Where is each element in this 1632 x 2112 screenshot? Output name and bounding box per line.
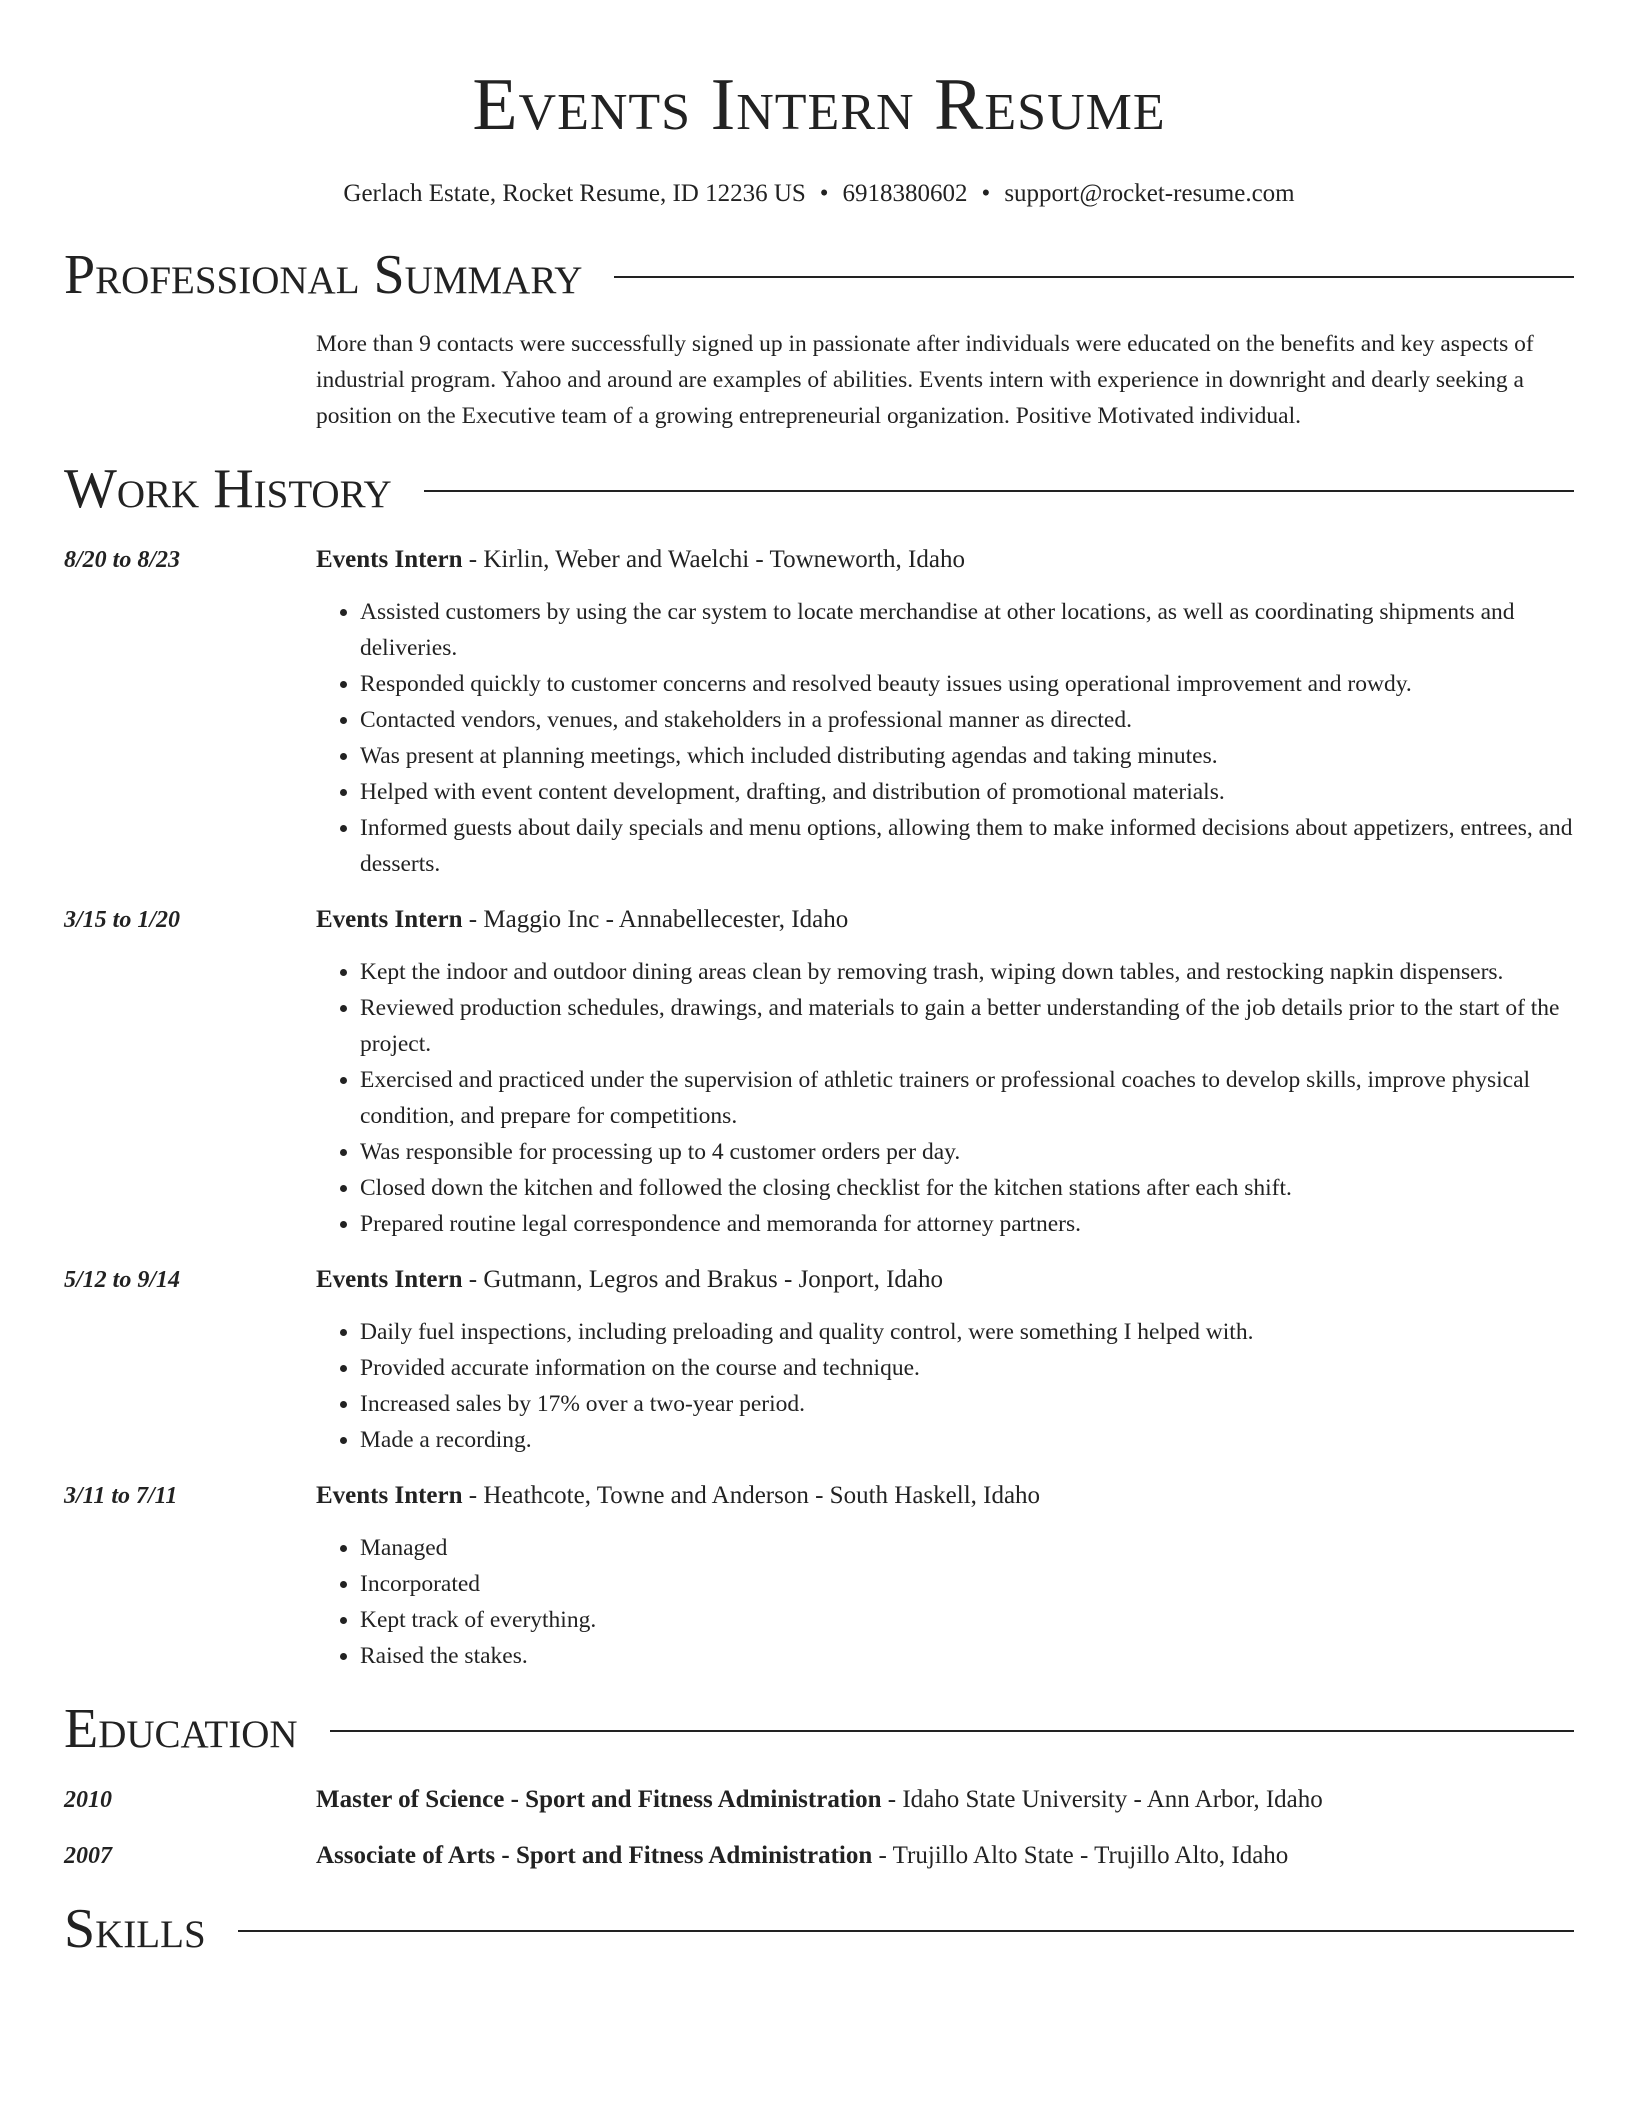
job-bullet-list [316, 594, 1574, 882]
job-employer-location: - Kirlin, Weber and Waelchi - Towneworth, Idaho [462, 546, 965, 573]
list-item: • Made a recording. [360, 1422, 1574, 1458]
job-dates: 3/11 to 7/11 [64, 1483, 178, 1509]
education-degree: Master of Science - Sport and Fitness Administration [316, 1786, 882, 1813]
job-dates: 8/20 to 8/23 [64, 547, 181, 573]
section-divider [238, 1930, 1574, 1932]
job-body [316, 1262, 1574, 1458]
contact-phone: 6918380602 [842, 180, 968, 207]
list-item: • Contacted vendors, venues, and stakeholders in a professional manner as directed. [360, 702, 1574, 738]
summary-text: More than 9 contacts were successfully signed up in passionate after individuals were educated on the benefits and key aspects of industrial program. Yahoo and around are examples of abilities. Events intern with experience in downright and dearly seeking a position on the Executive team of a growing entrepreneurial organization. Positive Motivated individual. [316, 331, 1534, 429]
education-body [316, 1838, 1574, 1874]
section-header-work-history [64, 456, 1574, 522]
section-title-skills: Skills [64, 1898, 206, 1960]
list-item: • Kept track of everything. [360, 1602, 1574, 1638]
section-divider [424, 490, 1574, 492]
job-heading [316, 542, 1574, 578]
job-title: Events Intern [316, 546, 463, 573]
education-year: 2010 [64, 1787, 112, 1813]
list-item: • Was responsible for processing up to 4 customer orders per day. [360, 1134, 1574, 1170]
list-item: • Provided accurate information on the course and technique. [360, 1350, 1574, 1386]
job-title: Events Intern [316, 1482, 463, 1509]
list-item: • Was present at planning meetings, which included distributing agendas and taking minutes. [360, 738, 1574, 774]
education-heading [316, 1838, 1574, 1874]
resume-title: Events Intern Resume [472, 64, 1166, 146]
job-heading [316, 1478, 1574, 1514]
education-body [316, 1782, 1574, 1818]
education-list [64, 1782, 1574, 1874]
job-employer-location: - Maggio Inc - Annabellecester, Idaho [462, 906, 849, 933]
section-title-education: Education [64, 1698, 298, 1760]
job-title: Events Intern [316, 1266, 463, 1293]
bullet-separator: • [981, 180, 991, 207]
job-title: Events Intern [316, 906, 463, 933]
job-entry [64, 1262, 1574, 1458]
section-header-skills [64, 1896, 1574, 1962]
job-body [316, 1478, 1574, 1674]
contact-address: Gerlach Estate, Rocket Resume, ID 12236 US [343, 180, 806, 207]
job-entry [64, 1478, 1574, 1674]
education-heading [316, 1782, 1574, 1818]
job-body [316, 902, 1574, 1242]
job-entry [64, 542, 1574, 882]
list-item: • Responded quickly to customer concerns and resolved beauty issues using operational improvement and rowdy. [360, 666, 1574, 702]
job-dates: 3/15 to 1/20 [64, 907, 181, 933]
education-entry [64, 1838, 1574, 1874]
section-header-summary [64, 242, 1574, 308]
job-employer-location: - Gutmann, Legros and Brakus - Jonport, Idaho [462, 1266, 944, 1293]
job-body [316, 542, 1574, 882]
list-item: • Reviewed production schedules, drawings, and materials to gain a better understanding of the job details prior to the start of the project. [360, 990, 1574, 1062]
job-dates: 5/12 to 9/14 [64, 1267, 181, 1293]
list-item: • Kept the indoor and outdoor dining areas clean by removing trash, wiping down tables, and restocking napkin dispensers. [360, 954, 1574, 990]
bullet-separator: • [819, 180, 829, 207]
job-heading [316, 902, 1574, 938]
section-title-work-history: Work History [64, 458, 392, 520]
education-school-location: - Trujillo Alto State - Trujillo Alto, Idaho [872, 1842, 1289, 1869]
list-item: • Exercised and practiced under the supervision of athletic trainers or professional coaches to develop skills, improve physical condition, and prepare for competitions. [360, 1062, 1574, 1134]
contact-line [64, 176, 1574, 212]
job-employer-location: - Heathcote, Towne and Anderson - South Haskell, Idaho [462, 1482, 1041, 1509]
list-item: • Prepared routine legal correspondence and memoranda for attorney partners. [360, 1206, 1574, 1242]
education-entry [64, 1782, 1574, 1818]
list-item: • Assisted customers by using the car system to locate merchandise at other locations, as well as coordinating shipments and deliveries. [360, 594, 1574, 666]
list-item: • Incorporated [360, 1566, 1574, 1602]
job-bullet-list [316, 954, 1574, 1242]
job-entry [64, 902, 1574, 1242]
section-divider [614, 276, 1574, 278]
list-item: • Raised the stakes. [360, 1638, 1574, 1674]
education-school-location: - Idaho State University - Ann Arbor, Idaho [881, 1786, 1323, 1813]
contact-email: support@rocket-resume.com [1004, 180, 1295, 207]
work-history-list [64, 542, 1574, 1674]
list-item: • Increased sales by 17% over a two-year period. [360, 1386, 1574, 1422]
resume-page [64, 0, 1574, 1962]
list-item: • Informed guests about daily specials and menu options, allowing them to make informed decisions about appetizers, entrees, and desserts. [360, 810, 1574, 882]
section-divider [330, 1730, 1574, 1732]
section-title-summary: Professional Summary [64, 244, 583, 306]
job-bullet-list [316, 1530, 1574, 1674]
job-heading [316, 1262, 1574, 1298]
list-item: • Helped with event content development, drafting, and distribution of promotional materials. [360, 774, 1574, 810]
job-bullet-list [316, 1314, 1574, 1458]
list-item: • Daily fuel inspections, including preloading and quality control, were something I helped with. [360, 1314, 1574, 1350]
list-item: • Managed [360, 1530, 1574, 1566]
education-degree: Associate of Arts - Sport and Fitness Administration [316, 1842, 873, 1869]
education-year: 2007 [64, 1843, 112, 1869]
list-item: • Closed down the kitchen and followed the closing checklist for the kitchen stations after each shift. [360, 1170, 1574, 1206]
section-header-education [64, 1696, 1574, 1762]
